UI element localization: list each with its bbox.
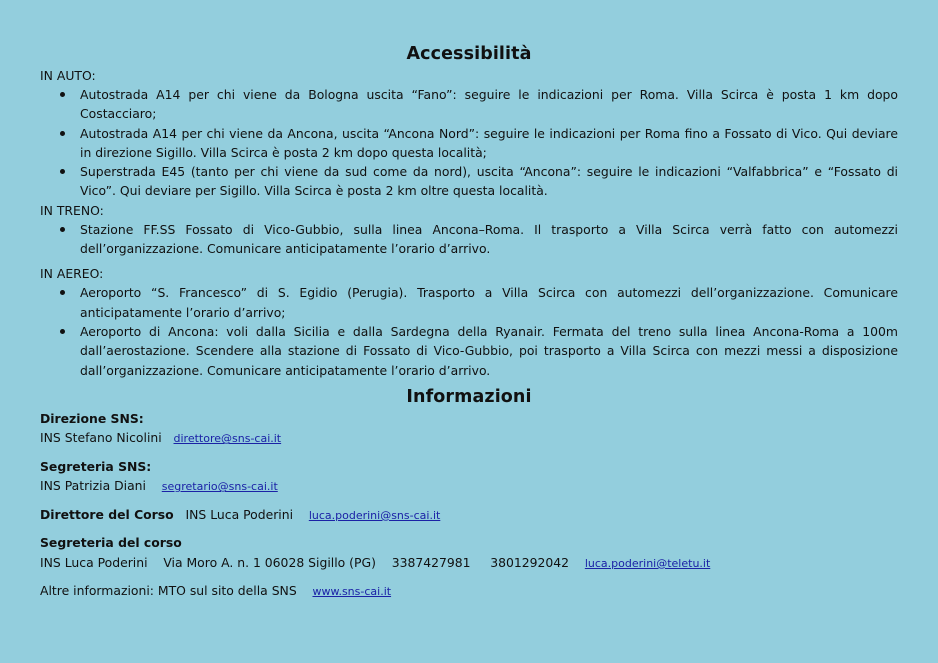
bullet-icon — [60, 169, 65, 174]
list-item: Stazione FF.SS Fossato di Vico-Gubbio, sulla linea Ancona–Roma. Il trasporto a Villa Scirca verrà fatto con automezzi dell’organizzazione. Comunicare anticipatamente l’orario d’arrivo. — [80, 220, 898, 259]
course-director-name: INS Luca Poderini — [185, 506, 294, 522]
course-director-email-link[interactable]: luca.poderini@sns-cai.it — [308, 508, 441, 522]
course-secretary-phone-1: 3387427981 — [391, 554, 471, 570]
more-info-text: Altre informazioni: MTO sul sito della SNS — [40, 583, 297, 599]
course-secretary-name: INS Luca Poderini — [40, 554, 148, 570]
by-plane-label: IN AEREO: — [40, 266, 104, 282]
bullet-icon — [60, 329, 65, 334]
list-item: Aeroporto di Ancona: voli dalla Sicilia e dalla Sardegna della Ryanair. Fermata del treno sulla linea Ancona-Roma a 100m dall’aerostazione. Scendere alla stazione di Fossato di Vico-Gubbio, poi trasporto a Villa Scirca con mezzi messi a disposizione dall’organizzazione. Comunicare anticipatamente l’orario d’arrivo. — [80, 322, 898, 380]
accessibility-heading: Accessibilità — [406, 44, 532, 64]
website-link[interactable]: www.sns-cai.it — [312, 585, 392, 599]
by-car-label: IN AUTO: — [40, 68, 96, 83]
bullet-icon — [60, 92, 65, 97]
secretariat-label: Segreteria SNS: — [40, 458, 152, 474]
course-secretariat-label: Segreteria del corso — [40, 535, 182, 551]
by-car-list — [40, 85, 898, 201]
bullet-icon — [60, 290, 65, 295]
information-heading: Informazioni — [406, 386, 532, 407]
list-item: Autostrada A14 per chi viene da Bologna uscita “Fano”: seguire le indicazioni per Roma. Villa Scirca è posta 1 km dopo Costacciaro; — [80, 85, 898, 124]
by-plane-list — [40, 283, 898, 379]
list-item: Superstrada E45 (tanto per chi viene da sud come da nord), uscita “Ancona”: seguire le indicazioni “Valfabbrica” e “Fossato di Vico”. Qui deviare per Sigillo. Villa Scirca è posta 2 km oltre questa località. — [80, 162, 898, 201]
course-secretary-phone-2: 3801292042 — [490, 554, 570, 570]
direction-row — [40, 428, 898, 449]
course-secretariat-row — [40, 553, 898, 574]
bullet-icon — [60, 227, 65, 232]
bullet-icon — [60, 131, 65, 136]
by-train-label: IN TRENO: — [40, 202, 104, 218]
list-item: Autostrada A14 per chi viene da Ancona, uscita “Ancona Nord”: seguire le indicazioni per Roma fino a Fossato di Vico. Qui deviare in direzione Sigillo. Villa Scirca è posta 2 km dopo questa località; — [80, 124, 898, 163]
more-info-row — [40, 581, 898, 602]
secretary-email-link[interactable]: segretario@sns-cai.it — [161, 480, 278, 494]
document-page — [40, 42, 898, 602]
course-director-row — [40, 505, 898, 526]
secretary-name: INS Patrizia Diani — [40, 478, 146, 494]
director-email-link[interactable]: direttore@sns-cai.it — [173, 432, 282, 446]
list-item: Aeroporto “S. Francesco” di S. Egidio (Perugia). Trasporto a Villa Scirca con automezzi dell’organizzazione. Comunicare anticipatamente l’orario d’arrivo; — [80, 283, 898, 322]
by-train-list — [40, 220, 898, 259]
course-director-label: Direttore del Corso — [40, 506, 174, 522]
direction-label: Direzione SNS: — [40, 410, 144, 426]
course-secretary-address: Via Moro A. n. 1 06028 Sigillo (PG) — [163, 554, 376, 570]
course-secretary-email-link[interactable]: luca.poderini@teletu.it — [584, 556, 711, 570]
director-name: INS Stefano Nicolini — [40, 430, 162, 446]
secretariat-row — [40, 476, 898, 497]
